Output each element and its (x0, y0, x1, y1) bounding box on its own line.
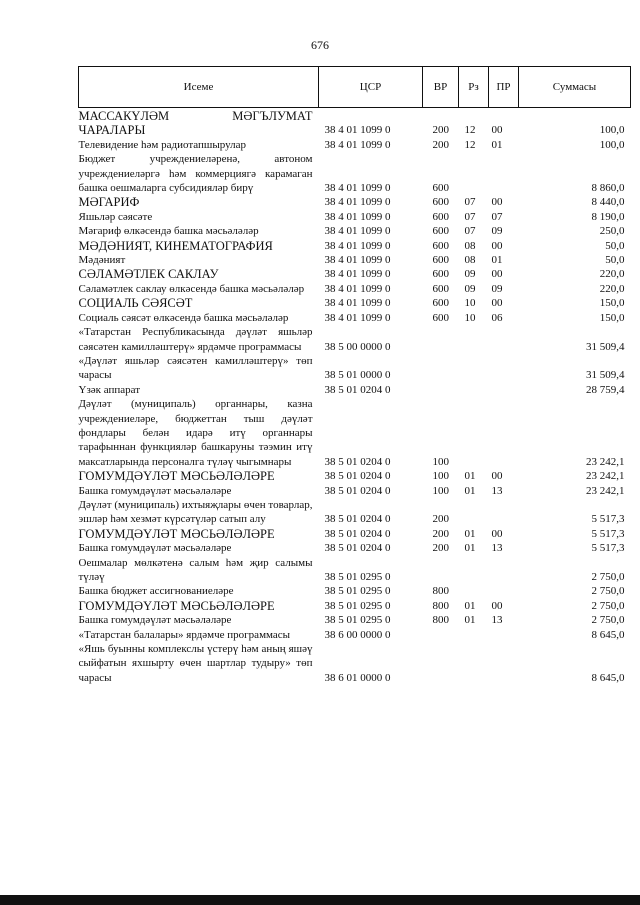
cell-sum: 8 860,0 (591, 182, 625, 195)
cell-name: Бюджет учреждениеләренә, автоном учреждениеләргә һәм коммерциягә карамаган башка оешмаларга субсидияләр бирү (78, 153, 313, 195)
cell-pr (489, 628, 519, 642)
cell-rz (459, 556, 489, 585)
scan-bottom-border (0, 895, 640, 905)
cell-rz (459, 397, 489, 469)
cell-csr: 38 5 01 0204 0 (324, 470, 391, 483)
cell-vr: 200 (432, 138, 449, 151)
cell-pr: 09 (491, 282, 503, 295)
cell-sum: 31 509,4 (586, 369, 625, 382)
cell-csr: 38 4 01 1099 0 (324, 196, 391, 209)
cell-name: Телевидение һәм радиотапшырулар (78, 138, 247, 151)
cell-sum: 2 750,0 (591, 585, 625, 598)
cell-name: Башка гомумдәүләт мәсьәләләре (78, 542, 232, 555)
cell-rz: 01 (464, 527, 476, 540)
cell-sum: 250,0 (599, 225, 625, 238)
cell-sum: 150,0 (599, 297, 625, 310)
cell-rz: 09 (464, 268, 476, 281)
table-row (79, 613, 631, 627)
header-name: Исеме (79, 67, 319, 108)
cell-sum: 8 645,0 (591, 671, 625, 684)
cell-vr: 800 (432, 585, 449, 598)
cell-csr: 38 5 01 0204 0 (324, 455, 391, 468)
cell-csr: 38 4 01 1099 0 (324, 124, 391, 137)
cell-name: «Яшь буынны комплекслы үстерү һәм аның яшәү сыйфатын яхшырту өчен шартлар тудыру» төп чарасы (78, 643, 313, 684)
cell-rz (459, 628, 489, 642)
cell-rz (459, 325, 489, 354)
cell-csr: 38 5 01 0000 0 (324, 369, 391, 382)
cell-name: Мәгариф өлкәсендә башка мәсьәләләр (78, 225, 259, 238)
cell-sum: 31 509,4 (586, 340, 625, 353)
cell-csr: 38 5 01 0204 0 (324, 484, 391, 497)
cell-pr: 06 (491, 311, 503, 324)
budget-table (78, 66, 631, 685)
cell-rz: 07 (464, 196, 476, 209)
table-row (79, 556, 631, 585)
cell-rz: 12 (464, 138, 476, 151)
cell-sum: 100,0 (599, 124, 625, 137)
cell-pr: 00 (491, 239, 503, 252)
cell-rz: 08 (464, 254, 476, 267)
cell-name: Оешмалар мөлкәтенә салым һәм җир салымы түләү (78, 556, 313, 583)
cell-pr (489, 397, 519, 469)
cell-name: Яшьләр сәясәте (78, 210, 153, 223)
table-row (79, 267, 631, 281)
cell-pr: 00 (491, 268, 503, 281)
cell-pr (489, 354, 519, 383)
cell-vr: 200 (432, 527, 449, 540)
cell-rz (459, 498, 489, 527)
cell-name: ГОМУМДӘҮЛӘТ МӘСЬӘЛӘЛӘРЕ (78, 598, 275, 613)
cell-csr: 38 5 01 0204 0 (324, 513, 391, 526)
cell-sum: 100,0 (599, 138, 625, 151)
cell-name: СОЦИАЛЬ СӘЯСӘТ (78, 296, 193, 311)
cell-vr (423, 325, 459, 354)
cell-sum: 220,0 (599, 282, 625, 295)
cell-csr: 38 4 01 1099 0 (324, 182, 391, 195)
cell-sum: 50,0 (605, 254, 625, 267)
table-body (79, 108, 631, 686)
cell-vr: 800 (432, 614, 449, 627)
table-row (79, 469, 631, 483)
page-number: 676 (311, 38, 329, 52)
cell-rz (459, 152, 489, 195)
cell-csr: 38 5 01 0295 0 (324, 585, 391, 598)
cell-vr (423, 556, 459, 585)
cell-name: Башка гомумдәүләт мәсьәләләре (78, 484, 232, 497)
cell-rz: 09 (464, 282, 476, 295)
cell-rz: 08 (464, 239, 476, 252)
table-row (79, 195, 631, 209)
cell-vr: 600 (432, 210, 449, 223)
cell-csr: 38 4 01 1099 0 (324, 254, 391, 267)
cell-csr: 38 6 00 0000 0 (324, 628, 391, 641)
cell-vr (423, 383, 459, 397)
table-row (79, 138, 631, 152)
cell-csr: 38 4 01 1099 0 (324, 311, 391, 324)
cell-name: МӘГАРИФ (78, 195, 140, 210)
cell-vr (423, 642, 459, 685)
cell-sum: 150,0 (599, 311, 625, 324)
cell-csr: 38 5 01 0295 0 (324, 599, 391, 612)
table-row (79, 541, 631, 555)
cell-name: Башка бюджет ассигнованиеләре (78, 585, 234, 598)
table-row (79, 253, 631, 267)
cell-rz: 01 (464, 470, 476, 483)
table-row (79, 239, 631, 253)
cell-rz: 01 (464, 484, 476, 497)
cell-pr: 00 (491, 196, 503, 209)
cell-vr: 600 (432, 282, 449, 295)
cell-vr: 200 (432, 542, 449, 555)
cell-sum: 23 242,1 (586, 455, 625, 468)
cell-pr: 09 (491, 225, 503, 238)
cell-rz (459, 642, 489, 685)
cell-pr (489, 383, 519, 397)
cell-sum: 2 750,0 (591, 571, 625, 583)
cell-sum: 2 750,0 (591, 614, 625, 627)
cell-rz: 10 (464, 297, 476, 310)
cell-name: «Татарстан балалары» ярдәмче программасы (78, 628, 291, 641)
cell-csr: 38 5 01 0295 0 (324, 614, 391, 627)
cell-pr: 07 (491, 210, 503, 223)
cell-sum: 28 759,4 (586, 383, 625, 396)
cell-vr: 100 (432, 470, 449, 483)
cell-name: Дәүләт (муниципаль) органнары, казна учреждениеләре, бюджеттан тыш дәүләт фондлары белән идарә итү органнары тарафыннан функцияләр башкаруны тәэмин итү максатларында персоналга түләү чыгымнары (78, 398, 313, 468)
cell-pr: 01 (491, 138, 503, 151)
table-row (79, 224, 631, 238)
cell-pr (489, 584, 519, 598)
cell-name: «Дәүләт яшьләр сәясәтен камилләштерү» төп чарасы (78, 354, 313, 382)
table-row (79, 282, 631, 296)
cell-csr: 38 5 00 0000 0 (324, 340, 391, 353)
header-csr: ЦСР (319, 67, 423, 108)
cell-csr: 38 4 01 1099 0 (324, 210, 391, 223)
cell-pr: 00 (491, 527, 503, 540)
cell-vr: 600 (432, 311, 449, 324)
cell-sum: 220,0 (599, 268, 625, 281)
cell-csr: 38 4 01 1099 0 (324, 225, 391, 238)
cell-vr: 200 (432, 513, 449, 526)
cell-csr: 38 4 01 1099 0 (324, 282, 391, 295)
table-row (79, 108, 631, 138)
cell-vr: 100 (432, 455, 449, 468)
cell-name: Мәдәният (78, 254, 126, 267)
cell-sum: 5 517,3 (591, 542, 625, 555)
cell-vr: 600 (432, 182, 449, 195)
cell-name: Үзәк аппарат (78, 383, 141, 396)
cell-csr: 38 5 01 0204 0 (324, 383, 391, 396)
table-row (79, 642, 631, 685)
cell-rz (459, 584, 489, 598)
table-row (79, 354, 631, 383)
cell-vr (423, 628, 459, 642)
cell-rz: 01 (464, 614, 476, 627)
cell-csr: 38 4 01 1099 0 (324, 268, 391, 281)
cell-sum: 23 242,1 (586, 484, 625, 497)
cell-sum: 8 190,0 (591, 210, 625, 223)
cell-pr (489, 152, 519, 195)
cell-sum: 8 645,0 (591, 628, 625, 641)
table-row (79, 296, 631, 310)
cell-vr: 200 (432, 124, 449, 137)
table-row (79, 152, 631, 195)
cell-pr: 13 (491, 542, 503, 555)
cell-name: Башка гомумдәүләт мәсьәләләре (78, 614, 232, 627)
header-sum: Суммасы (519, 67, 631, 108)
cell-sum: 5 517,3 (591, 527, 625, 540)
cell-csr: 38 5 01 0204 0 (324, 542, 391, 555)
cell-vr: 100 (432, 484, 449, 497)
cell-name: «Татарстан Республикасында дәүләт яшьләр сәясәтен камилләштерү» ярдәмче программасы (78, 326, 313, 353)
table-row (79, 484, 631, 498)
cell-sum: 8 440,0 (591, 196, 625, 209)
cell-vr: 600 (432, 239, 449, 252)
cell-pr: 13 (491, 614, 503, 627)
table-row (79, 311, 631, 325)
cell-rz (459, 354, 489, 383)
cell-rz: 07 (464, 210, 476, 223)
cell-pr (489, 556, 519, 585)
cell-vr: 600 (432, 254, 449, 267)
cell-name: Дәүләт (муниципаль) ихтыяҗлары өчен товарлар, эшләр һәм хезмәт күрсәтүләр сатып алу (78, 498, 313, 526)
cell-vr (423, 354, 459, 383)
cell-pr: 01 (491, 254, 503, 267)
cell-vr: 600 (432, 297, 449, 310)
cell-rz: 01 (464, 599, 476, 612)
header-pr: ПР (489, 67, 519, 108)
cell-sum: 50,0 (605, 239, 625, 252)
cell-pr: 00 (491, 599, 503, 612)
table-row (79, 527, 631, 541)
cell-name: Социаль сәясәт өлкәсендә башка мәсьәләләр (78, 311, 289, 324)
cell-pr: 00 (491, 470, 503, 483)
cell-pr (489, 642, 519, 685)
header-rz: Рз (459, 67, 489, 108)
cell-csr: 38 4 01 1099 0 (324, 239, 391, 252)
table-row (79, 498, 631, 527)
cell-vr: 600 (432, 225, 449, 238)
table-row (79, 628, 631, 642)
cell-pr: 13 (491, 484, 503, 497)
cell-name: Сәламәтлек саклау өлкәсендә башка мәсьәләләр (78, 282, 305, 295)
table-header (79, 67, 631, 108)
cell-name: СӘЛАМӘТЛЕК САКЛАУ (78, 267, 219, 282)
cell-name: МАССАКҮЛӘМ МӘГЪЛУМАТ ЧАРАЛАРЫ (78, 109, 313, 138)
cell-vr: 800 (432, 599, 449, 612)
cell-csr: 38 5 01 0204 0 (324, 527, 391, 540)
cell-rz: 01 (464, 542, 476, 555)
cell-name: МӘДӘНИЯТ, КИНЕМАТОГРАФИЯ (78, 238, 273, 253)
cell-pr (489, 498, 519, 527)
table-row (79, 383, 631, 397)
cell-sum: 5 517,3 (591, 513, 625, 526)
cell-name: ГОМУМДӘҮЛӘТ МӘСЬӘЛӘЛӘРЕ (78, 469, 275, 484)
table-row (79, 325, 631, 354)
header-vr: ВР (423, 67, 459, 108)
table-row (79, 397, 631, 469)
cell-rz: 10 (464, 311, 476, 324)
cell-sum: 2 750,0 (591, 599, 625, 612)
cell-rz: 12 (464, 124, 476, 137)
cell-rz (459, 383, 489, 397)
cell-csr: 38 4 01 1099 0 (324, 297, 391, 310)
cell-csr: 38 4 01 1099 0 (324, 138, 391, 151)
budget-sheet (78, 66, 630, 685)
table-row (79, 599, 631, 613)
cell-csr: 38 6 01 0000 0 (324, 671, 391, 684)
cell-pr (489, 325, 519, 354)
table-row (79, 210, 631, 224)
cell-vr: 600 (432, 196, 449, 209)
cell-rz: 07 (464, 225, 476, 238)
table-row (79, 584, 631, 598)
cell-vr: 600 (432, 268, 449, 281)
cell-pr: 00 (491, 297, 503, 310)
cell-sum: 23 242,1 (586, 470, 625, 483)
cell-pr: 00 (491, 124, 503, 137)
cell-csr: 38 5 01 0295 0 (324, 571, 391, 583)
cell-name: ГОМУМДӘҮЛӘТ МӘСЬӘЛӘЛӘРЕ (78, 526, 275, 541)
